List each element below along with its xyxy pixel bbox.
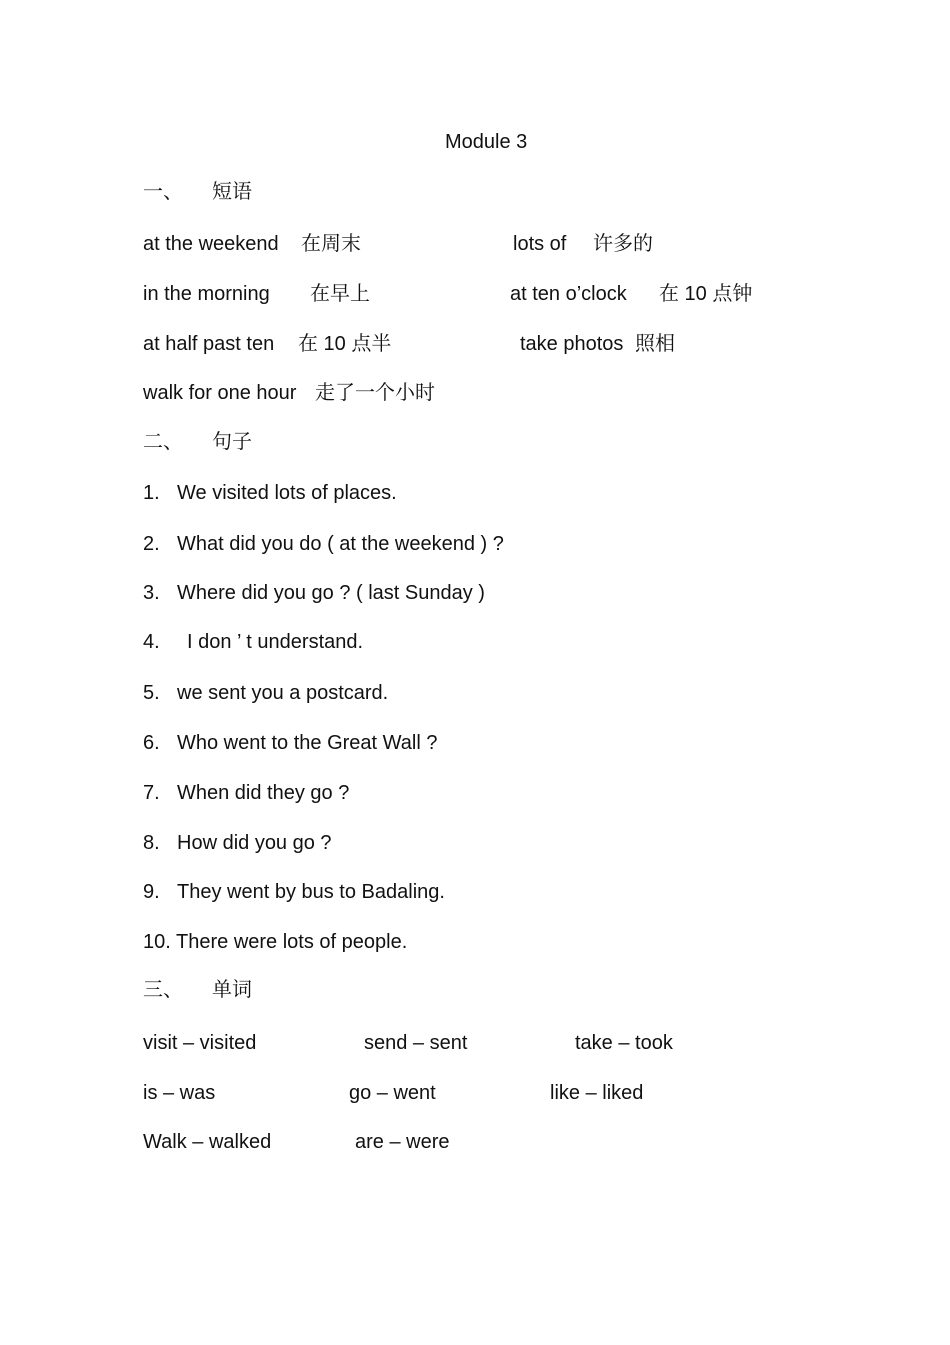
phrase-zh: 许多的: [593, 233, 653, 255]
phrase-en: at the weekend: [143, 233, 279, 255]
sentence-text: Who went to the Great Wall ?: [177, 732, 438, 754]
sentence-number: 8.: [143, 832, 160, 854]
phrase-en: at ten o’clock: [510, 283, 627, 305]
sentence-item: [143, 831, 332, 855]
word-pair: Walk – walked: [143, 1131, 272, 1153]
phrase-en: take photos: [520, 333, 624, 355]
phrase-zh: 照相: [635, 333, 675, 355]
sentence-item: [143, 731, 437, 755]
sentence-text: We visited lots of places.: [177, 482, 397, 504]
sentence-item: [143, 630, 363, 654]
sentence-number: 7.: [143, 782, 160, 804]
sentence-text: How did you go ?: [177, 832, 332, 854]
section-heading: 短语: [212, 181, 252, 203]
sentence-number: 3.: [143, 582, 160, 604]
sentence-number: 6.: [143, 732, 160, 754]
section-number: 一、: [143, 181, 183, 203]
word-pair: go – went: [349, 1082, 436, 1104]
sentence-item: [143, 581, 485, 605]
sentence-number: 10.: [143, 931, 171, 953]
sentence-text: we sent you a postcard.: [177, 682, 389, 704]
phrase-zh: 在周末: [301, 233, 361, 255]
sentence-number: 2.: [143, 533, 160, 555]
sentence-text: I don ’ t understand.: [187, 631, 364, 653]
phrase-zh: 在早上: [310, 283, 370, 305]
word-pair: are – were: [355, 1131, 450, 1153]
section-heading: 句子: [212, 431, 252, 453]
sentence-item: [143, 532, 504, 556]
phrase-en: at half past ten: [143, 333, 275, 355]
word-pair: send – sent: [364, 1032, 468, 1054]
sentence-text: What did you do ( at the weekend ) ?: [177, 533, 504, 555]
sentence-item: [143, 880, 445, 904]
sentence-number: 1.: [143, 482, 160, 504]
sentence-number: 4.: [143, 631, 160, 653]
section-number: 二、: [143, 431, 183, 453]
sentence-text: There were lots of people.: [176, 931, 408, 953]
sentence-number: 9.: [143, 881, 160, 903]
section-number: 三、: [143, 979, 183, 1001]
sentence-text: Where did you go ? ( last Sunday ): [177, 582, 485, 604]
sentence-number: 5.: [143, 682, 160, 704]
phrase-zh: 走了一个小时: [315, 382, 435, 404]
page-title: Module 3: [445, 131, 528, 153]
phrase-zh: 在 10 点钟: [659, 283, 753, 305]
word-pair: visit – visited: [143, 1032, 257, 1054]
phrase-en: in the morning: [143, 283, 270, 305]
sentence-item: [143, 930, 407, 954]
section-heading: 单词: [212, 979, 252, 1001]
sentence-item: [143, 481, 397, 505]
sentence-text: They went by bus to Badaling.: [177, 881, 445, 903]
phrase-zh: 在 10 点半: [298, 333, 392, 355]
word-pair: like – liked: [550, 1082, 644, 1104]
sentence-text: When did they go ?: [177, 782, 350, 804]
phrase-en: lots of: [513, 233, 567, 255]
word-pair: take – took: [575, 1032, 673, 1054]
sentence-item: [143, 681, 388, 705]
phrase-en: walk for one hour: [143, 382, 297, 404]
word-pair: is – was: [143, 1082, 216, 1104]
sentence-item: [143, 781, 349, 805]
